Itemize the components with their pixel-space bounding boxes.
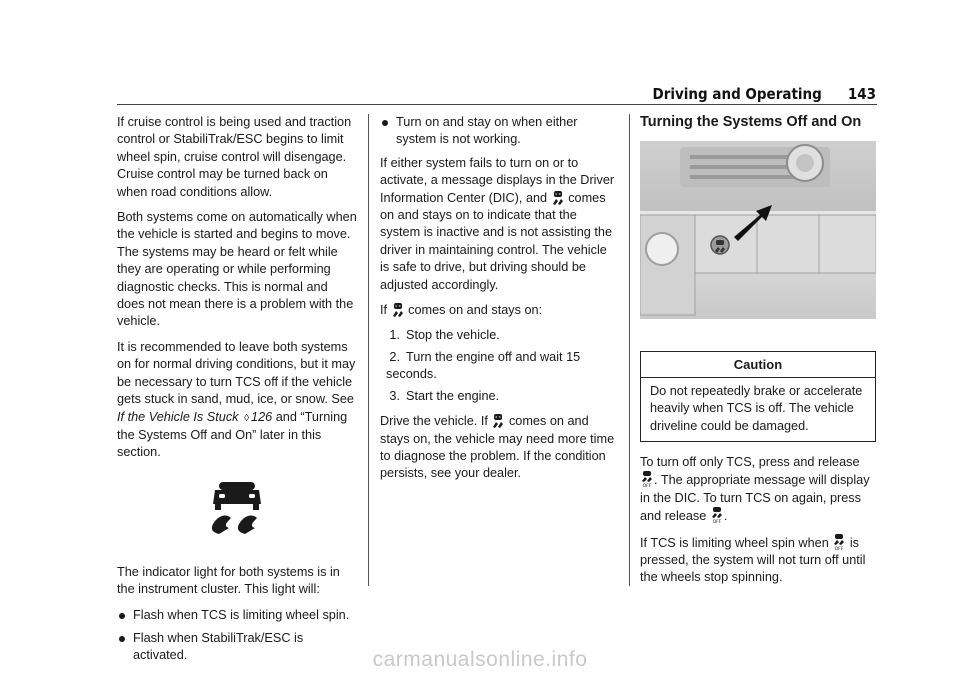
traction-control-icon [553,191,563,205]
caution-text: Do not repeatedly brake or accelerate heavily when TCS is off. The vehicle driveline could be damaged. [650,383,863,433]
column-divider [629,114,630,586]
paragraph: To turn off only TCS, press and release OFF . The appropriate message will display in the DIC. To turn TCS on again, press and release OFF . [640,455,870,524]
svg-text:OFF: OFF [642,484,652,488]
traction-control-icon [493,414,503,428]
tcs-off-icon [834,534,844,550]
list-item: Flash when StabiliTrak/ESC is activated. [117,630,357,665]
header-rule [117,104,877,105]
watermark: carmanualsonline.info [372,648,588,671]
paragraph: It is recommended to leave both systems on for normal driving conditions, but it may be necessary to turn TCS off if the vehicle gets stuck in sand, mud, ice, or snow. See If the Vehicle Is Stuck ◊ 126 and “Turning the Systems Off and On” later in this section. [117,339,356,460]
svg-text:OFF: OFF [834,546,844,550]
svg-text:OFF: OFF [712,520,722,524]
paragraph: The indicator light for both systems is in the instrument cluster. This light will: [117,564,340,597]
tcs-off-icon [712,507,722,523]
paragraph: If TCS is limiting wheel spin when OFF is pressed, the system will not turn off until the wheels stop spinning. [640,535,866,585]
paragraph: Both systems come on automatically when the vehicle is started and begins to move. The systems may be heard or felt while they are operating or while performing diagnostic checks. This is normal and does not mean there is a problem with the vehicle. [117,210,357,329]
list-item: 3. Start the engine. [389,388,500,403]
paragraph: If cruise control is being used and traction control or StabiliTrak/ESC begins to limit wheel spin, cruise control will disengage. Cruise control may be turned back on when road conditions allow. [117,115,352,199]
cross-reference-link[interactable]: If the Vehicle Is Stuck [117,409,239,424]
column-divider [368,114,369,586]
tcs-button-photo [640,141,876,331]
paragraph: If either system fails to turn on or to activate, a message displays in the Driver Information Center (DIC), and comes on and stays on to indicate that the system is inactive and is not assisting the driver in maintaining control. The vehicle is safe to drive, but driving should be adjusted accordingly. [380,155,615,292]
paragraph: If comes on and stays on: [380,303,543,318]
section-heading: Turning the Systems Off and On [640,114,862,130]
list-item: 1. Stop the vehicle. [389,328,500,343]
list-item: Flash when TCS is limiting wheel spin. [117,607,357,624]
column-middle [380,114,618,491]
page-number: 143 [847,85,876,103]
cross-reference-icon: ◊ [244,412,250,424]
cross-reference-page[interactable]: 126 [251,409,273,424]
list-item: Turn on and stay on when either system is not working. [380,114,618,149]
list-item: 2. Turn the engine off and wait 15 seconds. [386,349,581,382]
caution-box [640,351,876,442]
column-right [640,114,876,595]
numbered-list [380,327,618,405]
caution-title: Caution [641,352,875,377]
traction-control-indicator-icon [209,482,265,536]
bullet-list [380,114,618,149]
section-title: Driving and Operating [652,85,822,103]
column-left [117,114,357,671]
traction-control-icon [393,303,403,317]
page-header [640,82,876,106]
paragraph: Drive the vehicle. If comes on and stays on, the vehicle may need more time to diagnose the problem. If the condition persists, see your dealer. [380,414,615,481]
tcs-off-icon [642,471,652,487]
